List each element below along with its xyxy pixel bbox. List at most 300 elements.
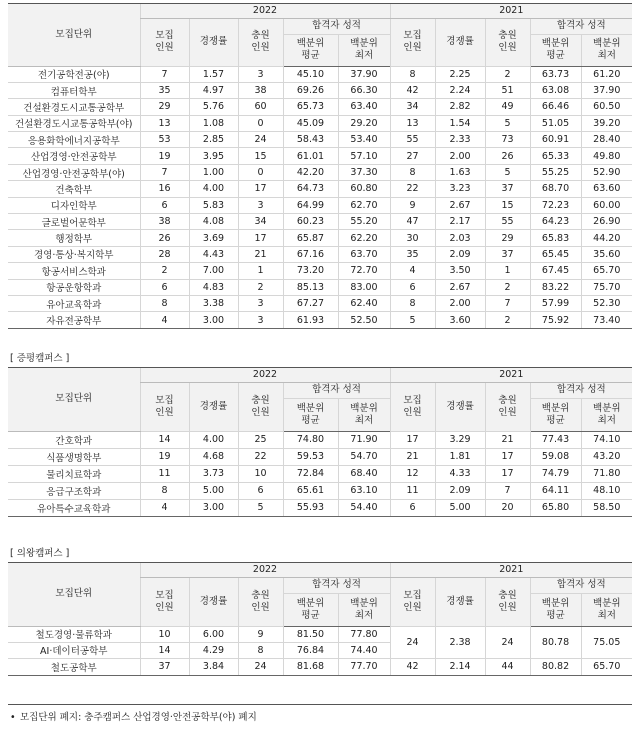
header-pct-min: 백분위 최저 xyxy=(338,593,390,626)
value-cell: 1.57 xyxy=(189,66,238,82)
header-recruit: 모집 인원 xyxy=(390,382,435,431)
value-cell: 65.61 xyxy=(283,482,338,499)
value-cell: 17 xyxy=(485,448,530,465)
value-cell: 60 xyxy=(238,99,283,115)
value-cell: 59.08 xyxy=(530,448,581,465)
value-cell: 1.54 xyxy=(435,115,485,131)
header-supplementary: 충원 인원 xyxy=(238,18,283,66)
value-cell: 55.20 xyxy=(338,214,390,230)
value-cell: 30 xyxy=(390,230,435,246)
header-pct-min: 백분위 최저 xyxy=(581,593,632,626)
table-row xyxy=(8,246,632,262)
value-cell: 2.85 xyxy=(189,132,238,148)
unit-name-cell: 식품생명학부 xyxy=(8,448,140,465)
value-cell: 7 xyxy=(485,482,530,499)
value-cell: 2.67 xyxy=(435,197,485,213)
value-cell: 13 xyxy=(390,115,435,131)
value-cell: 37 xyxy=(485,246,530,262)
value-cell: 61.20 xyxy=(581,66,632,82)
value-cell: 2.82 xyxy=(435,99,485,115)
uiwang-table xyxy=(8,563,632,676)
value-cell: 75.70 xyxy=(581,279,632,295)
value-cell: 2.00 xyxy=(435,148,485,164)
header-year-2021: 2021 xyxy=(390,368,632,382)
table-row xyxy=(8,431,632,448)
value-cell: 65.80 xyxy=(530,499,581,516)
value-cell: 74.79 xyxy=(530,465,581,482)
value-cell: 3.29 xyxy=(435,431,485,448)
value-cell: 67.45 xyxy=(530,263,581,279)
value-cell: 6 xyxy=(238,482,283,499)
value-cell: 65.45 xyxy=(530,246,581,262)
header-supplementary: 충원 인원 xyxy=(485,18,530,66)
header-year-2022: 2022 xyxy=(140,4,390,18)
value-cell: 55 xyxy=(390,132,435,148)
value-cell: 11 xyxy=(390,482,435,499)
value-cell: 11 xyxy=(140,465,189,482)
value-cell: 64.99 xyxy=(283,197,338,213)
header-recruit: 모집 인원 xyxy=(140,18,189,66)
value-cell: 22 xyxy=(390,181,435,197)
value-cell: 67.16 xyxy=(283,246,338,262)
value-cell: 17 xyxy=(238,181,283,197)
value-cell: 21 xyxy=(485,431,530,448)
value-cell: 61.01 xyxy=(283,148,338,164)
value-cell: 52.50 xyxy=(338,312,390,328)
value-cell: 4.97 xyxy=(189,82,238,98)
value-cell: 2.25 xyxy=(435,66,485,82)
header-result: 합격자 성적 xyxy=(530,382,632,398)
value-cell: 3.69 xyxy=(189,230,238,246)
value-cell: 4.83 xyxy=(189,279,238,295)
value-cell: 34 xyxy=(390,99,435,115)
value-cell: 49.80 xyxy=(581,148,632,164)
value-cell: 57.99 xyxy=(530,295,581,311)
value-cell: 8 xyxy=(390,295,435,311)
table-row xyxy=(8,279,632,295)
value-cell: 6 xyxy=(140,279,189,295)
value-cell: 4 xyxy=(140,499,189,516)
table-row xyxy=(8,99,632,115)
unit-name-cell: 행정학부 xyxy=(8,230,140,246)
value-cell: 48.10 xyxy=(581,482,632,499)
value-cell: 20 xyxy=(485,499,530,516)
table-row xyxy=(8,482,632,499)
header-supplementary: 충원 인원 xyxy=(485,382,530,431)
value-cell: 5.76 xyxy=(189,99,238,115)
value-cell: 5.00 xyxy=(435,499,485,516)
value-cell: 53 xyxy=(140,132,189,148)
value-cell: 3.00 xyxy=(189,312,238,328)
value-cell: 42 xyxy=(390,82,435,98)
value-cell: 34 xyxy=(238,214,283,230)
value-cell: 2 xyxy=(485,279,530,295)
header-supplementary: 충원 인원 xyxy=(238,577,283,626)
value-cell: 54.40 xyxy=(338,499,390,516)
unit-name-cell: 항공운항학과 xyxy=(8,279,140,295)
value-cell: 15 xyxy=(238,148,283,164)
value-cell: 4.68 xyxy=(189,448,238,465)
value-cell: 1 xyxy=(485,263,530,279)
header-pct-min: 백분위 최저 xyxy=(581,34,632,66)
value-cell: 1.81 xyxy=(435,448,485,465)
value-cell: 3 xyxy=(238,295,283,311)
header-recruit: 모집 인원 xyxy=(390,577,435,626)
value-cell: 13 xyxy=(140,115,189,131)
header-unit: 모집단위 xyxy=(8,563,140,626)
header-recruit: 모집 인원 xyxy=(140,577,189,626)
unit-name-cell: 건설환경도시교통공학부 xyxy=(8,99,140,115)
value-cell: 37 xyxy=(485,181,530,197)
header-unit: 모집단위 xyxy=(8,4,140,66)
header-recruit: 모집 인원 xyxy=(140,382,189,431)
value-cell: 63.40 xyxy=(338,99,390,115)
value-cell: 2 xyxy=(485,66,530,82)
value-cell: 62.70 xyxy=(338,197,390,213)
unit-name-cell: 유아교육학과 xyxy=(8,295,140,311)
value-cell: 17 xyxy=(238,230,283,246)
value-cell: 72.23 xyxy=(530,197,581,213)
value-cell: 49 xyxy=(485,99,530,115)
table-row xyxy=(8,465,632,482)
table-row xyxy=(8,181,632,197)
unit-name-cell: 간호학과 xyxy=(8,431,140,448)
value-cell: 2.67 xyxy=(435,279,485,295)
table-row xyxy=(8,295,632,311)
value-cell: 47 xyxy=(390,214,435,230)
header-competition: 경쟁률 xyxy=(189,18,238,66)
value-cell: 4.08 xyxy=(189,214,238,230)
value-cell: 9 xyxy=(390,197,435,213)
table-row xyxy=(8,148,632,164)
header-result: 합격자 성적 xyxy=(530,577,632,593)
value-cell: 45.10 xyxy=(283,66,338,82)
table-row xyxy=(8,115,632,131)
value-cell: 3.50 xyxy=(435,263,485,279)
table-row xyxy=(8,164,632,180)
value-cell: 71.90 xyxy=(338,431,390,448)
value-cell: 65.87 xyxy=(283,230,338,246)
value-cell: 74.10 xyxy=(581,431,632,448)
value-cell: 2.09 xyxy=(435,482,485,499)
value-cell: 1 xyxy=(238,263,283,279)
value-cell: 8 xyxy=(390,66,435,82)
value-cell: 37.90 xyxy=(338,66,390,82)
value-cell: 51.05 xyxy=(530,115,581,131)
value-cell: 19 xyxy=(140,148,189,164)
merged-2021-pct-min: 75.05 xyxy=(581,626,632,658)
header-result: 합격자 성적 xyxy=(283,382,390,398)
value-cell: 43.20 xyxy=(581,448,632,465)
value-cell: 2.00 xyxy=(435,295,485,311)
value-cell: 58.43 xyxy=(283,132,338,148)
value-cell: 83.22 xyxy=(530,279,581,295)
chungju-table xyxy=(8,4,632,329)
value-cell: 72.70 xyxy=(338,263,390,279)
header-result: 합격자 성적 xyxy=(283,18,390,34)
unit-name-cell: 경영·통상·복지학부 xyxy=(8,246,140,262)
value-cell: 1.08 xyxy=(189,115,238,131)
header-pct-avg: 백분위 평균 xyxy=(530,34,581,66)
value-cell: 7 xyxy=(485,295,530,311)
value-cell: 65.73 xyxy=(283,99,338,115)
value-cell: 5.00 xyxy=(189,482,238,499)
merged-2021-recruit: 24 xyxy=(390,626,435,658)
value-cell: 16 xyxy=(140,181,189,197)
table-row xyxy=(8,312,632,328)
value-cell: 69.26 xyxy=(283,82,338,98)
value-cell: 61.93 xyxy=(283,312,338,328)
header-competition: 경쟁률 xyxy=(189,382,238,431)
header-pct-avg: 백분위 평균 xyxy=(283,34,338,66)
header-year-2021: 2021 xyxy=(390,563,632,577)
value-cell: 63.08 xyxy=(530,82,581,98)
value-cell: 3.38 xyxy=(189,295,238,311)
value-cell: 4.00 xyxy=(189,431,238,448)
value-cell: 52.90 xyxy=(581,164,632,180)
value-cell: 4.00 xyxy=(189,181,238,197)
unit-name-cell: 물리치료학과 xyxy=(8,465,140,482)
value-cell: 5 xyxy=(238,499,283,516)
value-cell: 24 xyxy=(238,132,283,148)
value-cell: 63.10 xyxy=(338,482,390,499)
value-cell: 4 xyxy=(140,312,189,328)
value-cell: 28 xyxy=(140,246,189,262)
value-cell: 7 xyxy=(140,66,189,82)
value-cell: 85.13 xyxy=(283,279,338,295)
header-pct-min: 백분위 최저 xyxy=(581,398,632,431)
unit-name-cell: 전기공학전공(야) xyxy=(8,66,140,82)
header-result: 합격자 성적 xyxy=(283,577,390,593)
value-cell: 62.20 xyxy=(338,230,390,246)
header-pct-avg: 백분위 평균 xyxy=(283,398,338,431)
header-result: 합격자 성적 xyxy=(530,18,632,34)
header-competition: 경쟁률 xyxy=(189,577,238,626)
value-cell: 45.09 xyxy=(283,115,338,131)
value-cell: 6 xyxy=(390,499,435,516)
value-cell: 73 xyxy=(485,132,530,148)
value-cell: 51 xyxy=(485,82,530,98)
value-cell: 2 xyxy=(485,312,530,328)
header-supplementary: 충원 인원 xyxy=(238,382,283,431)
value-cell: 60.80 xyxy=(338,181,390,197)
value-cell: 66.46 xyxy=(530,99,581,115)
table-row: 철도공학부 37 3.84 24 81.68 77.70 42 2.14 44 80.82 65.70 xyxy=(8,658,632,675)
value-cell: 8 xyxy=(140,295,189,311)
value-cell: 37.90 xyxy=(581,82,632,98)
value-cell: 3.60 xyxy=(435,312,485,328)
value-cell: 19 xyxy=(140,448,189,465)
unit-name-cell: 응급구조학과 xyxy=(8,482,140,499)
footnote-text: 모집단위 폐지: 충주캠퍼스 산업경영·안전공학부(야) 폐지 xyxy=(20,712,257,723)
value-cell: 60.00 xyxy=(581,197,632,213)
value-cell: 5 xyxy=(485,115,530,131)
value-cell: 52.30 xyxy=(581,295,632,311)
table-row xyxy=(8,66,632,82)
value-cell: 63.60 xyxy=(581,181,632,197)
value-cell: 63.73 xyxy=(530,66,581,82)
value-cell: 21 xyxy=(390,448,435,465)
header-competition: 경쟁률 xyxy=(435,577,485,626)
merged-2021-supplementary: 24 xyxy=(485,626,530,658)
merged-2021-pct-avg: 80.78 xyxy=(530,626,581,658)
table-row xyxy=(8,499,632,516)
unit-name-cell: 글로벌어문학부 xyxy=(8,214,140,230)
header-pct-avg: 백분위 평균 xyxy=(530,398,581,431)
note-top-rule xyxy=(8,704,632,705)
value-cell: 38 xyxy=(140,214,189,230)
value-cell: 29.20 xyxy=(338,115,390,131)
header-pct-avg: 백분위 평균 xyxy=(530,593,581,626)
header-supplementary: 충원 인원 xyxy=(485,577,530,626)
value-cell: 2 xyxy=(238,279,283,295)
value-cell: 10 xyxy=(238,465,283,482)
value-cell: 0 xyxy=(238,164,283,180)
unit-name-cell: 자유전공학부 xyxy=(8,312,140,328)
value-cell: 77.43 xyxy=(530,431,581,448)
value-cell: 71.80 xyxy=(581,465,632,482)
value-cell: 5 xyxy=(485,164,530,180)
value-cell: 2.33 xyxy=(435,132,485,148)
value-cell: 21 xyxy=(238,246,283,262)
table-row xyxy=(8,132,632,148)
header-year-2022: 2022 xyxy=(140,368,390,382)
value-cell: 27 xyxy=(390,148,435,164)
value-cell: 1.63 xyxy=(435,164,485,180)
value-cell: 35 xyxy=(140,82,189,98)
value-cell: 2.24 xyxy=(435,82,485,98)
value-cell: 72.84 xyxy=(283,465,338,482)
value-cell: 35 xyxy=(390,246,435,262)
value-cell: 68.70 xyxy=(530,181,581,197)
value-cell: 37.30 xyxy=(338,164,390,180)
value-cell: 6 xyxy=(140,197,189,213)
section-label-jeungpyeong: [ 증평캠퍼스 ] xyxy=(10,353,70,364)
unit-name-cell: 유아특수교육학과 xyxy=(8,499,140,516)
value-cell: 2.17 xyxy=(435,214,485,230)
value-cell: 73.40 xyxy=(581,312,632,328)
header-competition: 경쟁률 xyxy=(435,18,485,66)
value-cell: 64.73 xyxy=(283,181,338,197)
value-cell: 55.93 xyxy=(283,499,338,516)
value-cell: 64.23 xyxy=(530,214,581,230)
value-cell: 17 xyxy=(390,431,435,448)
table-row xyxy=(8,214,632,230)
section-label-uiwang: [ 의왕캠퍼스 ] xyxy=(10,548,70,559)
value-cell: 4.43 xyxy=(189,246,238,262)
value-cell: 7 xyxy=(140,164,189,180)
value-cell: 25 xyxy=(238,431,283,448)
header-unit: 모집단위 xyxy=(8,368,140,431)
unit-name-cell: 응용화학에너지공학부 xyxy=(8,132,140,148)
value-cell: 12 xyxy=(390,465,435,482)
table-row xyxy=(8,448,632,465)
value-cell: 54.70 xyxy=(338,448,390,465)
value-cell: 29 xyxy=(140,99,189,115)
value-cell: 26 xyxy=(485,148,530,164)
value-cell: 55.25 xyxy=(530,164,581,180)
value-cell: 6 xyxy=(390,279,435,295)
unit-name-cell: 산업경영·안전공학부 xyxy=(8,148,140,164)
value-cell: 65.70 xyxy=(581,263,632,279)
value-cell: 4 xyxy=(390,263,435,279)
value-cell: 42.20 xyxy=(283,164,338,180)
value-cell: 3.73 xyxy=(189,465,238,482)
value-cell: 3.00 xyxy=(189,499,238,516)
footnote xyxy=(10,709,257,723)
value-cell: 8 xyxy=(140,482,189,499)
unit-name-cell: 산업경영·안전공학부(야) xyxy=(8,164,140,180)
value-cell: 3 xyxy=(238,312,283,328)
table-row xyxy=(8,230,632,246)
value-cell: 53.40 xyxy=(338,132,390,148)
value-cell: 66.30 xyxy=(338,82,390,98)
table-row: 철도경영·물류학과 10 6.00 9 81.50 77.80 24 2.38 24 80.78 75.05 xyxy=(8,626,632,642)
value-cell: 63.70 xyxy=(338,246,390,262)
unit-name-cell: 컴퓨터학부 xyxy=(8,82,140,98)
value-cell: 60.91 xyxy=(530,132,581,148)
value-cell: 5.83 xyxy=(189,197,238,213)
value-cell: 83.00 xyxy=(338,279,390,295)
value-cell: 29 xyxy=(485,230,530,246)
value-cell: 60.50 xyxy=(581,99,632,115)
bullet-icon: • xyxy=(10,712,16,723)
value-cell: 7.00 xyxy=(189,263,238,279)
unit-name-cell: 항공서비스학과 xyxy=(8,263,140,279)
merged-2021-competition: 2.38 xyxy=(435,626,485,658)
value-cell: 39.20 xyxy=(581,115,632,131)
table-row xyxy=(8,197,632,213)
value-cell: 64.11 xyxy=(530,482,581,499)
value-cell: 65.83 xyxy=(530,230,581,246)
value-cell: 3 xyxy=(238,197,283,213)
value-cell: 5 xyxy=(390,312,435,328)
value-cell: 3.95 xyxy=(189,148,238,164)
value-cell: 8 xyxy=(390,164,435,180)
value-cell: 68.40 xyxy=(338,465,390,482)
table-row xyxy=(8,263,632,279)
value-cell: 2.09 xyxy=(435,246,485,262)
value-cell: 2.03 xyxy=(435,230,485,246)
value-cell: 75.92 xyxy=(530,312,581,328)
value-cell: 59.53 xyxy=(283,448,338,465)
value-cell: 65.33 xyxy=(530,148,581,164)
value-cell: 55 xyxy=(485,214,530,230)
value-cell: 44.20 xyxy=(581,230,632,246)
value-cell: 4.33 xyxy=(435,465,485,482)
header-year-2022: 2022 xyxy=(140,563,390,577)
value-cell: 3 xyxy=(238,66,283,82)
header-pct-min: 백분위 최저 xyxy=(338,34,390,66)
header-recruit: 모집 인원 xyxy=(390,18,435,66)
unit-name-cell: 디자인학부 xyxy=(8,197,140,213)
value-cell: 26.90 xyxy=(581,214,632,230)
value-cell: 2 xyxy=(140,263,189,279)
value-cell: 0 xyxy=(238,115,283,131)
value-cell: 14 xyxy=(140,431,189,448)
header-competition: 경쟁률 xyxy=(435,382,485,431)
value-cell: 28.40 xyxy=(581,132,632,148)
value-cell: 67.27 xyxy=(283,295,338,311)
value-cell: 62.40 xyxy=(338,295,390,311)
header-pct-avg: 백분위 평균 xyxy=(283,593,338,626)
header-pct-min: 백분위 최저 xyxy=(338,398,390,431)
jeungpyeong-table xyxy=(8,368,632,517)
table-row: AI·데이터공학부 14 4.29 8 76.84 74.40 xyxy=(8,642,632,658)
value-cell: 58.50 xyxy=(581,499,632,516)
value-cell: 73.20 xyxy=(283,263,338,279)
value-cell: 60.23 xyxy=(283,214,338,230)
